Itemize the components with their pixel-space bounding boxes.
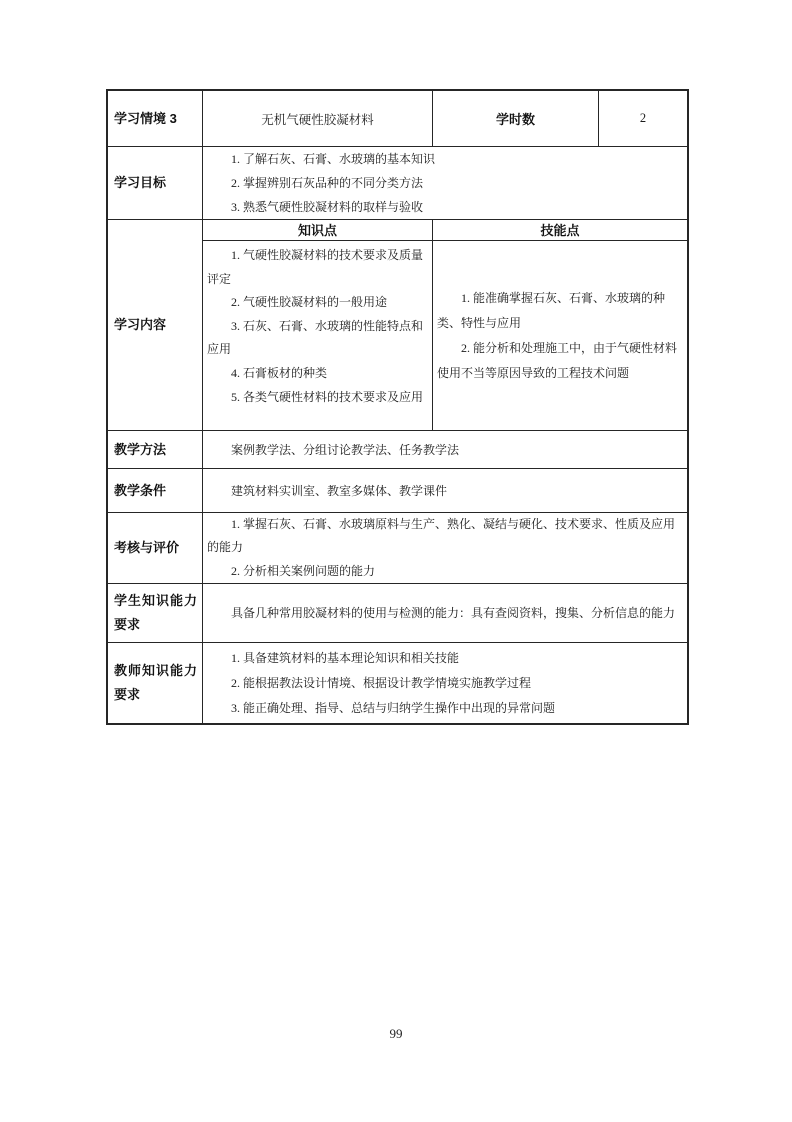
teacher-requirements-label-cell	[108, 643, 203, 723]
hours-label-cell	[433, 91, 599, 147]
teaching-methods-label: 教学方法	[114, 441, 167, 457]
course-title-cell	[203, 91, 433, 147]
assessment-label: 考核与评价	[114, 540, 180, 555]
hours-value-cell	[599, 91, 687, 147]
learning-goals-label: 学习目标	[114, 175, 167, 190]
assessment-item: 2. 分析相关案例问题的能力	[231, 563, 376, 578]
skill-item: 2. 能分析和处理施工中，由于气硬性材料使用不当等原因导致的工程技术问题	[437, 340, 678, 380]
skill-points-cell	[433, 241, 687, 431]
knowledge-points-cell	[203, 241, 433, 431]
knowledge-item: 1. 气硬性胶凝材料的技术要求及质量评定	[207, 248, 424, 286]
teaching-conditions-label-cell	[108, 469, 203, 513]
learning-goals-label-cell	[108, 147, 203, 220]
student-requirements-cell	[203, 584, 687, 643]
teaching-methods-cell	[203, 431, 687, 469]
teaching-conditions-label: 教学条件	[114, 482, 167, 498]
knowledge-item: 2. 气硬性胶凝材料的一般用途	[231, 295, 388, 310]
student-requirements-label: 学生知识能力要求	[114, 593, 197, 632]
teacher-requirement-item: 3. 能正确处理、指导、总结与归纳学生操作中出现的异常问题	[231, 700, 556, 715]
hours-value: 2	[639, 111, 647, 125]
teaching-methods-label-cell	[108, 431, 203, 469]
skill-points-header-cell	[433, 220, 687, 241]
teaching-conditions-cell	[203, 469, 687, 513]
learning-goals-cell	[203, 147, 687, 220]
teaching-methods-text: 案例教学法、分组讨论教学法、任务教学法	[231, 442, 460, 457]
knowledge-item: 4. 石膏板材的种类	[231, 365, 328, 380]
learning-situation-label: 学习情境 3	[114, 110, 177, 126]
learning-situation-label-cell	[108, 91, 203, 147]
knowledge-points-header-cell	[203, 220, 433, 241]
assessment-item: 1. 掌握石灰、石膏、水玻璃原料与生产、熟化、凝结与硬化、技术要求、性质及应用的能力	[207, 516, 676, 555]
assessment-label-cell	[108, 513, 203, 584]
teacher-requirements-cell	[203, 643, 687, 723]
teacher-requirement-item: 2. 能根据教法设计情境、根据设计教学情境实施教学过程	[231, 675, 532, 690]
skill-item: 1. 能准确掌握石灰、石膏、水玻璃的种类、特性与应用	[437, 290, 666, 330]
course-title: 无机气硬性胶凝材料	[261, 112, 374, 127]
goal-item: 2. 掌握辨别石灰品种的不同分类方法	[231, 175, 424, 190]
course-plan-table	[106, 89, 689, 725]
learning-content-label: 学习内容	[114, 317, 167, 332]
skill-points-header: 技能点	[540, 222, 580, 238]
teaching-conditions-text: 建筑材料实训室、教室多媒体、教学课件	[231, 483, 448, 498]
goal-item: 3. 熟悉气硬性胶凝材料的取样与验收	[231, 200, 424, 215]
knowledge-item: 5. 各类气硬性材料的技术要求及应用	[231, 389, 424, 404]
page-number: 99	[389, 1026, 403, 1041]
goal-item: 1. 了解石灰、石膏、水玻璃的基本知识	[231, 151, 436, 166]
teacher-requirements-label: 教师知识能力要求	[114, 663, 197, 702]
assessment-cell	[203, 513, 687, 584]
student-requirements-text: 具备几种常用胶凝材料的使用与检测的能力：具有查阅资料，搜集、分析信息的能力	[231, 606, 676, 620]
student-requirements-label-cell	[108, 584, 203, 643]
hours-label: 学时数	[495, 112, 535, 127]
knowledge-points-header: 知识点	[297, 222, 337, 238]
knowledge-item: 3. 石灰、石膏、水玻璃的性能特点和应用	[207, 318, 424, 357]
teacher-requirement-item: 1. 具备建筑材料的基本理论知识和相关技能	[231, 650, 460, 665]
learning-content-label-cell	[108, 220, 203, 431]
